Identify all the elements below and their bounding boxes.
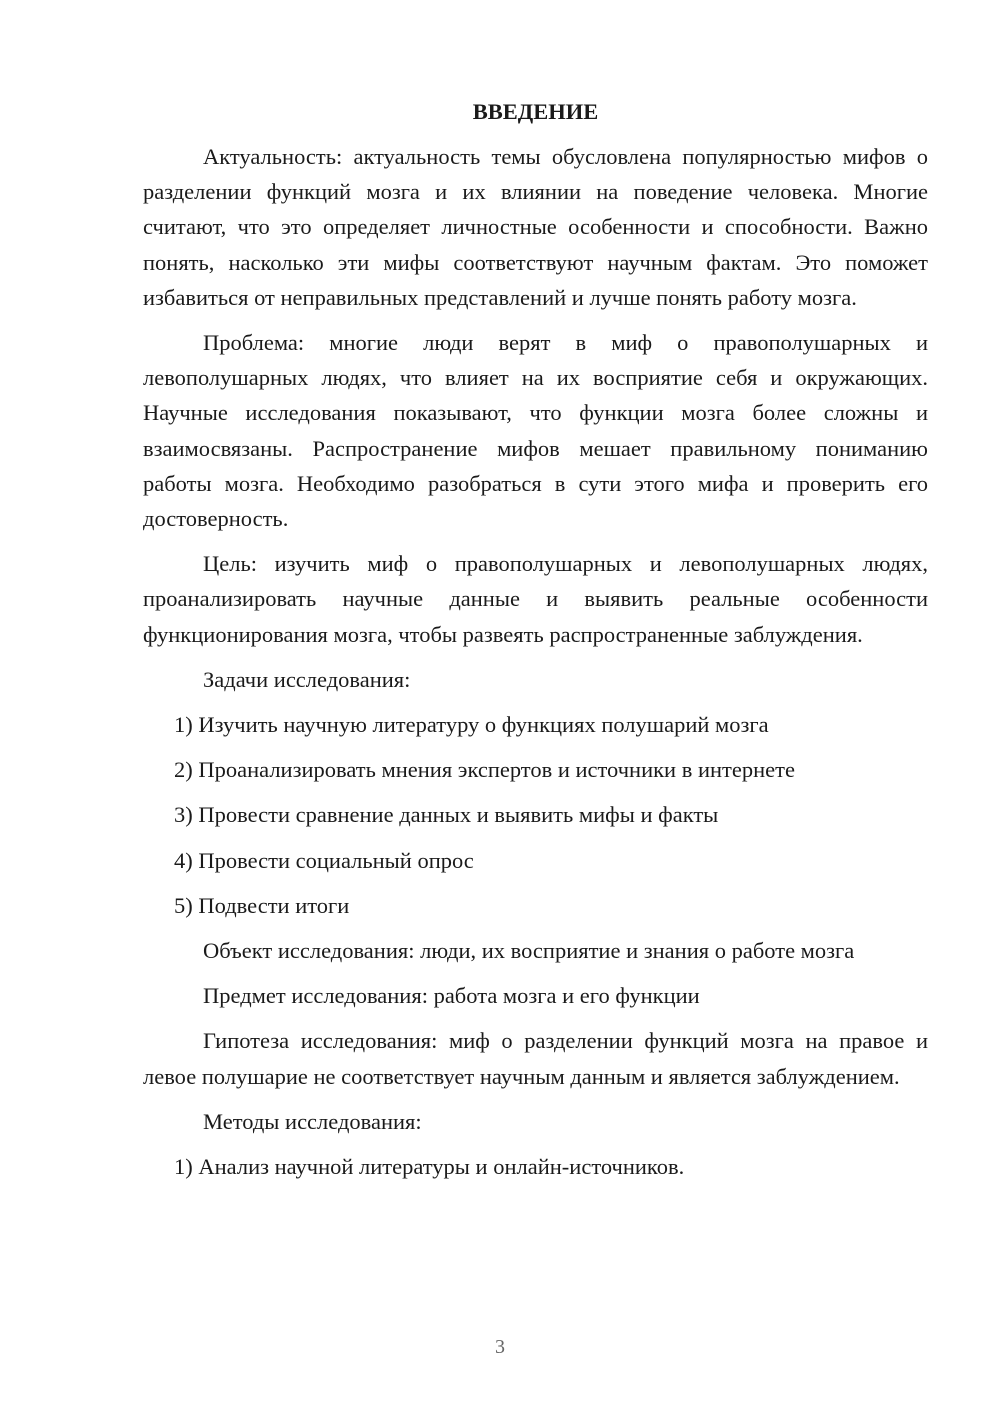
tasks-heading: Задачи исследования: <box>203 666 411 692</box>
tasks-list <box>143 707 928 923</box>
document-page <box>143 94 928 1194</box>
research-object: Объект исследования: люди, их восприятие и знания о работе мозга <box>203 938 855 964</box>
task-item: 5) Подвести итоги <box>174 892 350 918</box>
page-title: ВВЕДЕНИЕ <box>472 99 599 124</box>
page-number: 3 <box>495 1336 505 1358</box>
task-item: 1) Изучить научную литературу о функциях полушарий мозга <box>174 712 769 738</box>
method-item: 1) Анализ научной литературы и онлайн-источников. <box>174 1154 685 1180</box>
methods-heading: Методы исследования: <box>203 1108 422 1134</box>
task-item: 4) Провести социальный опрос <box>174 847 474 873</box>
task-item: 2) Проанализировать мнения экспертов и источники в интернете <box>174 757 795 783</box>
goal-paragraph: Цель: изучить миф о правополушарных и левополушарных людях, проанализировать научные данные и выявить реальные особенности функционирования мозга, чтобы развеять распространенные заблуждения. <box>143 551 928 647</box>
hypothesis-paragraph: Гипотеза исследования: миф о разделении функций мозга на правое и левое полушарие не соответствует научным данным и является заблуждением. <box>143 1028 928 1089</box>
methods-list <box>143 1149 928 1184</box>
task-item: 3) Провести сравнение данных и выявить мифы и факты <box>174 802 719 828</box>
problem-paragraph: Проблема: многие люди верят в миф о правополушарных и левополушарных людях, что влияет на их восприятие себя и окружающих. Научные исследования показывают, что функции мозга более сложны и взаимосвязаны. Распространение мифов мешает правильному пониманию работы мозга. Необходимо разобраться в сути этого мифа и проверить его достоверность. <box>143 330 928 532</box>
relevance-paragraph: Актуальность: актуальность темы обусловлена популярностью мифов о разделении функций мозга и их влиянии на поведение человека. Многие считают, что это определяет личностные особенности и способности. Важно понять, насколько эти мифы соответствуют научным фактам. Это поможет избавиться от неправильных представлений и лучше понять работу мозга. <box>143 144 928 310</box>
research-subject: Предмет исследования: работа мозга и его функции <box>203 983 700 1009</box>
